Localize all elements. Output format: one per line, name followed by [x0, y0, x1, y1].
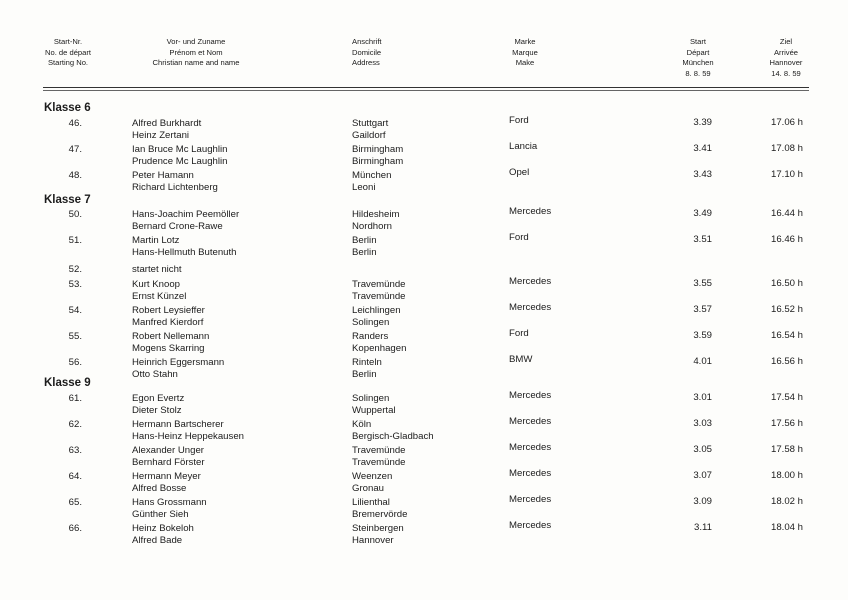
car-make: Lancia — [509, 141, 538, 152]
driver-names — [132, 305, 205, 328]
city: Leoni — [352, 181, 376, 193]
start-number: 53. — [68, 279, 82, 290]
header-line: Départ — [686, 47, 710, 57]
arrival-time: 17.08 h — [770, 143, 803, 154]
driver-addresses — [352, 305, 401, 328]
start-number: 55. — [68, 331, 82, 342]
driver-names — [132, 235, 237, 258]
header-line: München — [682, 58, 714, 67]
header-line: Marke — [514, 37, 536, 46]
driver-addresses — [352, 235, 377, 258]
driver-addresses — [352, 209, 399, 232]
driver-name: Günther Sieh — [132, 508, 189, 520]
city: Bremervörde — [352, 508, 408, 520]
header-line: Ziel — [779, 37, 793, 46]
driver-name: Prudence Mc Laughlin — [132, 155, 228, 167]
city: Gronau — [352, 482, 384, 494]
start-number: 52. — [68, 264, 82, 275]
header-name — [118, 37, 274, 69]
header-line: Address — [352, 58, 380, 67]
header-line: No. de départ — [44, 47, 91, 57]
start-number: 61. — [68, 393, 82, 404]
start-number: 48. — [68, 170, 82, 181]
driver-names — [132, 144, 227, 167]
header-line: Christian name and name — [152, 58, 240, 67]
driver-addresses — [352, 445, 406, 468]
city: Solingen — [352, 393, 390, 404]
arrival-time: 18.02 h — [770, 496, 803, 507]
driver-name: Peter Hamann — [132, 170, 194, 181]
start-time: 4.01 — [693, 356, 712, 367]
arrival-time: 16.52 h — [770, 304, 803, 315]
start-time: 3.41 — [693, 143, 712, 154]
driver-name: Heinrich Eggersmann — [132, 357, 225, 368]
header-line: 8. 8. 59 — [685, 68, 711, 78]
start-number: 50. — [68, 209, 82, 220]
arrival-time: 17.06 h — [770, 117, 803, 128]
driver-addresses — [352, 419, 434, 442]
city: Köln — [352, 419, 372, 430]
city: Berlin — [352, 246, 377, 258]
arrival-time: 17.10 h — [770, 169, 803, 180]
header-arrival-time — [758, 37, 814, 79]
header-line: Starting No. — [47, 58, 89, 67]
driver-names — [132, 279, 186, 302]
driver-name: Hermann Bartscherer — [132, 419, 224, 430]
driver-names — [132, 209, 239, 232]
city: Wuppertal — [352, 404, 396, 416]
header-line: Start-Nr. — [53, 37, 83, 46]
header-make — [500, 37, 550, 69]
driver-name: Mogens Skarring — [132, 342, 205, 354]
arrival-time: 16.56 h — [770, 356, 803, 367]
driver-addresses — [352, 393, 396, 416]
city: Leichlingen — [352, 305, 401, 316]
driver-name: Alfred Burkhardt — [132, 118, 202, 129]
driver-addresses — [352, 144, 403, 167]
arrival-time: 17.54 h — [770, 392, 803, 403]
start-time: 3.55 — [693, 278, 712, 289]
driver-addresses — [352, 118, 388, 141]
driver-names — [132, 170, 218, 193]
driver-name: Heinz Zertani — [132, 129, 190, 141]
start-number: 65. — [68, 497, 82, 508]
city: Kopenhagen — [352, 342, 407, 354]
car-make: Mercedes — [509, 416, 552, 427]
driver-name: Bernhard Förster — [132, 456, 205, 468]
city: Travemünde — [352, 279, 406, 290]
driver-names — [132, 445, 205, 468]
driver-names — [132, 264, 182, 276]
car-make: Ford — [509, 115, 529, 126]
start-time: 3.43 — [693, 169, 712, 180]
car-make: Ford — [509, 232, 529, 243]
city: Randers — [352, 331, 389, 342]
city: Bergisch-Gladbach — [352, 430, 434, 442]
driver-name: Otto Stahn — [132, 368, 178, 380]
start-time: 3.51 — [693, 234, 712, 245]
car-make: Opel — [509, 167, 530, 178]
start-number: 47. — [68, 144, 82, 155]
car-make: Mercedes — [509, 206, 552, 217]
driver-name: Egon Evertz — [132, 393, 185, 404]
city: Travemünde — [352, 456, 406, 468]
city: Nordhorn — [352, 220, 392, 232]
start-time: 3.59 — [693, 330, 712, 341]
driver-names — [132, 497, 207, 520]
class-heading: Klasse 9 — [44, 377, 91, 389]
car-make: Mercedes — [509, 494, 552, 505]
driver-name: Kurt Knoop — [132, 279, 181, 290]
start-number: 62. — [68, 419, 82, 430]
city: Berlin — [352, 368, 377, 380]
car-make: Mercedes — [509, 468, 552, 479]
start-number: 63. — [68, 445, 82, 456]
city: Travemünde — [352, 290, 406, 302]
driver-name: Hans-Hellmuth Butenuth — [132, 246, 237, 258]
start-number: 56. — [68, 357, 82, 368]
driver-names — [132, 393, 184, 416]
driver-addresses — [352, 471, 392, 494]
header-line: Arrivée — [773, 47, 799, 57]
header-line: Domicile — [352, 47, 382, 57]
car-make: Ford — [509, 328, 529, 339]
driver-names — [132, 118, 201, 141]
driver-name: startet nicht — [132, 264, 182, 275]
driver-names — [132, 471, 201, 494]
start-time: 3.09 — [693, 496, 712, 507]
header-divider — [43, 87, 809, 88]
driver-name: Richard Lichtenberg — [132, 181, 218, 193]
city: Birmingham — [352, 155, 404, 167]
city: Birmingham — [352, 144, 404, 155]
car-make: BMW — [509, 354, 533, 365]
city: München — [352, 170, 392, 181]
city: Solingen — [352, 316, 390, 328]
city: Steinbergen — [352, 523, 404, 534]
header-start-number — [34, 37, 102, 69]
driver-name: Bernard Crone-Rawe — [132, 220, 223, 232]
driver-name: Heinz Bokeloh — [132, 523, 194, 534]
start-number: 51. — [68, 235, 82, 246]
driver-name: Alexander Unger — [132, 445, 204, 456]
class-heading: Klasse 7 — [44, 194, 91, 206]
driver-names — [132, 331, 209, 354]
arrival-time: 16.54 h — [770, 330, 803, 341]
arrival-time: 17.56 h — [770, 418, 803, 429]
city: Weenzen — [352, 471, 393, 482]
start-time: 3.39 — [693, 117, 712, 128]
driver-addresses — [352, 497, 407, 520]
header-line: 14. 8. 59 — [771, 68, 801, 78]
start-number: 46. — [68, 118, 82, 129]
header-line: Marque — [512, 47, 538, 57]
driver-names — [132, 357, 224, 380]
driver-names — [132, 523, 194, 546]
city: Hildesheim — [352, 209, 400, 220]
driver-name: Ernst Künzel — [132, 290, 187, 302]
driver-name: Alfred Bosse — [132, 482, 187, 494]
class-heading: Klasse 6 — [44, 102, 91, 114]
driver-name: Hans-Heinz Heppekausen — [132, 430, 244, 442]
city: Lilienthal — [352, 497, 390, 508]
city: Gaildorf — [352, 129, 386, 141]
driver-addresses — [352, 523, 404, 546]
start-time: 3.11 — [694, 522, 712, 533]
start-number: 64. — [68, 471, 82, 482]
driver-name: Robert Leysieffer — [132, 305, 205, 316]
car-make: Mercedes — [509, 390, 552, 401]
arrival-time: 16.46 h — [770, 234, 803, 245]
driver-name: Robert Nellemann — [132, 331, 210, 342]
car-make: Mercedes — [509, 442, 552, 453]
header-divider-thin — [43, 90, 809, 91]
header-line: Make — [515, 58, 535, 67]
city: Hannover — [352, 534, 394, 546]
header-line: Prénom et Nom — [169, 47, 223, 57]
start-time: 3.07 — [693, 470, 712, 481]
start-time: 3.05 — [693, 444, 712, 455]
city: Stuttgart — [352, 118, 389, 129]
start-time: 3.49 — [693, 208, 712, 219]
header-address — [352, 37, 386, 69]
city: Rinteln — [352, 357, 382, 368]
start-number: 66. — [68, 523, 82, 534]
car-make: Mercedes — [509, 302, 552, 313]
driver-addresses — [352, 357, 382, 380]
header-line: Start — [689, 37, 707, 46]
driver-name: Dieter Stolz — [132, 404, 182, 416]
driver-names — [132, 419, 244, 442]
driver-name: Ian Bruce Mc Laughlin — [132, 144, 228, 155]
arrival-time: 17.58 h — [770, 444, 803, 455]
driver-addresses — [352, 331, 406, 354]
header-line: Anschrift — [352, 37, 382, 46]
driver-name: Alfred Bade — [132, 534, 183, 546]
header-line: Vor- und Zuname — [166, 37, 226, 46]
header-line: Hannover — [769, 58, 803, 67]
arrival-time: 16.44 h — [770, 208, 803, 219]
header-start-time — [670, 37, 726, 79]
car-make: Mercedes — [509, 276, 552, 287]
start-time: 3.57 — [693, 304, 712, 315]
driver-addresses — [352, 279, 406, 302]
car-make: Mercedes — [509, 520, 552, 531]
arrival-time: 18.04 h — [770, 522, 803, 533]
city: Berlin — [352, 235, 377, 246]
start-number: 54. — [68, 305, 82, 316]
driver-name: Hermann Meyer — [132, 471, 201, 482]
driver-name: Martin Lotz — [132, 235, 180, 246]
start-time: 3.03 — [693, 418, 712, 429]
city: Travemünde — [352, 445, 406, 456]
arrival-time: 16.50 h — [770, 278, 803, 289]
driver-addresses — [352, 170, 391, 193]
arrival-time: 18.00 h — [770, 470, 803, 481]
driver-name: Manfred Kierdorf — [132, 316, 204, 328]
driver-name: Hans-Joachim Peemöller — [132, 209, 240, 220]
driver-name: Hans Grossmann — [132, 497, 207, 508]
start-time: 3.01 — [693, 392, 712, 403]
